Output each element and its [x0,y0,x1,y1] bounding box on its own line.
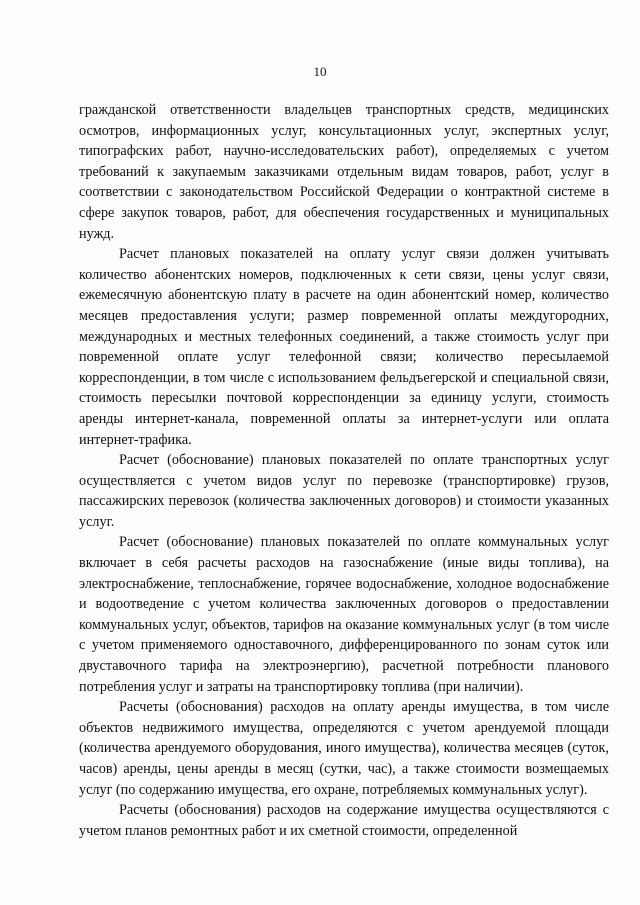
paragraph-property-rent: Расчеты (обоснования) расходов на оплату аренды имущества, в том числе объектов недвижимого имущества, определяются с учетом арендуемой площади (количества арендуемого оборудования, иного имущества), количества месяцев (суток, часов) аренды, цены аренды в месяц (сутки, час), а также стоимости возмещаемых услуг (по содержанию имущества, его охране, потребляемых коммунальных услуг). [79,699,609,798]
paragraph-transport-services: Расчет (обоснование) плановых показателей по оплате транспортных услуг осуществляется с учетом видов услуг по перевозке (транспортировке) грузов, пассажирских перевозок (количества заключенных договоров) и стоимости указанных услуг. [79,452,609,530]
paragraph-continuation: гражданской ответственности владельцев транспортных средств, медицинских осмотров, информационных услуг, консультационных услуг, экспертных услуг, типографских работ, научно-исследовательских работ), определяемых с учетом требований к закупаемым заказчиками отдельным видам товаров, работ, услуг в соответствии с законодательством Российской Федерации о контрактной системе в сфере закупок товаров, работ, для обеспечения государственных и муниципальных нужд. [79,102,609,242]
paragraph-utility-services: Расчет (обоснование) плановых показателей по оплате коммунальных услуг включает в себя расчеты расходов на газоснабжение (иные виды топлива), на электроснабжение, теплоснабжение, горячее водоснабжение, холодное водоснабжение и водоотведение с учетом количества заключенных договоров о предоставлении коммунальных услуг, объектов, тарифов на оказание коммунальных услуг (в том числе с учетом применяемого одноставочного, дифференцированного по зонам суток или двуставочного тарифа на электроэнергию), расчетной потребности планового потребления услуг и затраты на транспортировку топлива (при наличии). [79,534,609,695]
page-number: 10 [313,64,327,79]
paragraph-communication-services: Расчет плановых показателей на оплату услуг связи должен учитывать количество абонентских номеров, подключенных к сети связи, цены услуг связи, ежемесячную абонентскую плату в расчете на один абонентский номер, количество месяцев предоставления услуги; размер повременной оплаты междугородних, международных и местных телефонных соединений, а также стоимость услуг при повременной оплате услуг телефонной связи; количество пересылаемой корреспонденции, в том числе с использованием фельдъегерской и специальной связи, стоимость пересылки почтовой корреспонденции за единицу услуги, стоимость аренды интернет-канала, повременной оплаты за интернет-услуги или оплата интернет-трафика. [79,246,609,448]
paragraph-property-maintenance: Расчеты (обоснования) расходов на содержание имущества осуществляются с учетом планов ремонтных работ и их сметной стоимости, определенной [79,802,609,839]
document-body [79,100,609,841]
